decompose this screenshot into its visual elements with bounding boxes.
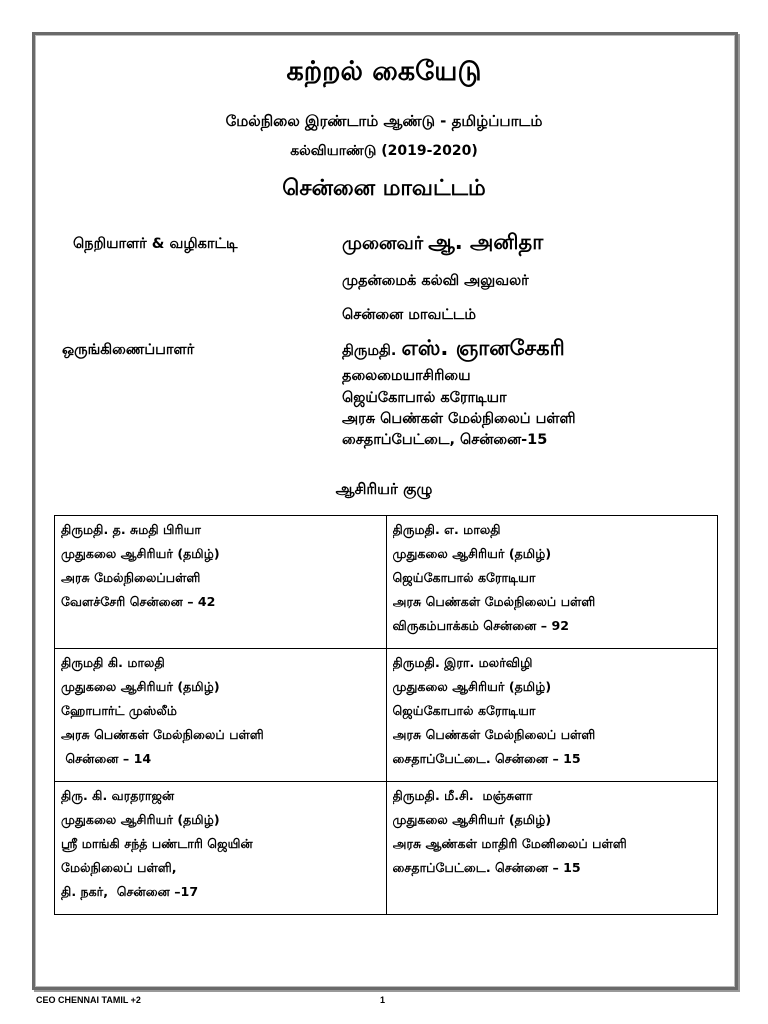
coordinator-name-line xyxy=(342,336,565,363)
teacher-cell xyxy=(55,649,387,782)
table-row xyxy=(55,516,718,649)
teacher-cell xyxy=(386,516,718,649)
teacher-school-line: ஜெய்கோபால் கரோடியா xyxy=(392,570,536,585)
coordinator-name: எஸ். ஞானசேகரி xyxy=(401,336,565,360)
guide-district: சென்னை மாவட்டம் xyxy=(342,307,477,323)
footer-label: CEO CHENNAI TAMIL +2 xyxy=(36,995,141,1005)
coordinator-label: ஒருங்கிணைப்பாளர் xyxy=(62,342,195,358)
district-heading: சென்னை மாவட்டம் xyxy=(282,176,486,201)
teacher-table xyxy=(54,515,718,915)
teacher-school-line: தி. நகர், சென்னை –17 xyxy=(61,884,199,899)
teacher-school-line: ஹோபார்ட் முஸ்லீம் xyxy=(61,703,178,718)
teacher-name: திரு. கி. வரதராஜன் xyxy=(61,788,175,803)
teacher-school-line: ஶ்ரீ மாங்கி சந்த் பண்டாரி ஜெயின் xyxy=(61,836,253,851)
teacher-school-line: விருகம்பாக்கம் சென்னை – 92 xyxy=(392,618,569,633)
teacher-name: திருமதி. இரா. மலர்விழி xyxy=(392,655,533,670)
guide-name-line xyxy=(342,230,543,257)
teacher-school-line: அரசு பெண்கள் மேல்நிலைப் பள்ளி xyxy=(392,594,596,609)
teacher-school-line: அரசு ஆண்கள் மாதிரி மேனிலைப் பள்ளி xyxy=(392,836,627,851)
teacher-cell xyxy=(55,782,387,915)
teacher-school-line: மேல்நிலைப் பள்ளி, xyxy=(61,860,177,875)
guide-designation: முதன்மைக் கல்வி அலுவலர் xyxy=(342,273,529,289)
teacher-school-line: சென்னை – 14 xyxy=(61,751,152,766)
coordinator-designation: தலைமையாசிரியை xyxy=(342,368,471,384)
coordinator-school-type: அரசு பெண்கள் மேல்நிலைப் பள்ளி xyxy=(342,411,576,427)
teacher-school-line: அரசு மேல்நிலைப்பள்ளி xyxy=(61,570,201,585)
teacher-designation: முதுகலை ஆசிரியர் (தமிழ்) xyxy=(392,679,552,694)
teacher-name: திருமதி. த. சுமதி பிரியா xyxy=(61,522,201,537)
teacher-name: திருமதி கி. மாலதி xyxy=(61,655,165,670)
academic-year: கல்வியாண்டு (2019-2020) xyxy=(290,143,478,159)
teacher-school-line: சைதாப்பேட்டை. சென்னை – 15 xyxy=(392,751,581,766)
table-row xyxy=(55,782,718,915)
coordinator-prefix: திருமதி. xyxy=(342,343,397,359)
teacher-school-line: அரசு பெண்கள் மேல்நிலைப் பள்ளி xyxy=(392,727,596,742)
teacher-school-line: ஜெய்கோபால் கரோடியா xyxy=(392,703,536,718)
document-subtitle: மேல்நிலை இரண்டாம் ஆண்டு - தமிழ்ப்பாடம் xyxy=(225,112,543,130)
teacher-school-line: அரசு பெண்கள் மேல்நிலைப் பள்ளி xyxy=(61,727,264,742)
coordinator-school-name: ஜெய்கோபால் கரோடியா xyxy=(342,390,507,406)
teacher-designation: முதுகலை ஆசிரியர் (தமிழ்) xyxy=(392,546,552,561)
coordinator-place: சைதாப்பேட்டை, சென்னை-15 xyxy=(342,432,548,448)
guide-name: ஆ. அனிதா xyxy=(428,230,544,254)
teacher-cell xyxy=(55,516,387,649)
teacher-designation: முதுகலை ஆசிரியர் (தமிழ்) xyxy=(61,679,220,694)
teacher-cell xyxy=(386,649,718,782)
teacher-name: திருமதி. மீ.சி. மஞ்சுளா xyxy=(392,788,533,803)
guide-label: நெறியாளர் & வழிகாட்டி xyxy=(73,236,238,252)
teacher-school-line: சைதாப்பேட்டை. சென்னை – 15 xyxy=(392,860,581,875)
teacher-cell xyxy=(386,782,718,915)
teacher-school-line: வேளச்சேரி சென்னை – 42 xyxy=(61,594,216,609)
teacher-name: திருமதி. எ. மாலதி xyxy=(392,522,501,537)
committee-heading: ஆசிரியர் குழு xyxy=(335,480,433,498)
table-row xyxy=(55,649,718,782)
teacher-designation: முதுகலை ஆசிரியர் (தமிழ்) xyxy=(61,812,220,827)
teacher-designation: முதுகலை ஆசிரியர் (தமிழ்) xyxy=(61,546,220,561)
document-title: கற்றல் கையேடு xyxy=(286,56,482,87)
guide-prefix: முனைவர் xyxy=(342,233,424,254)
page-number: 1 xyxy=(380,995,386,1005)
teacher-designation: முதுகலை ஆசிரியர் (தமிழ்) xyxy=(392,812,552,827)
